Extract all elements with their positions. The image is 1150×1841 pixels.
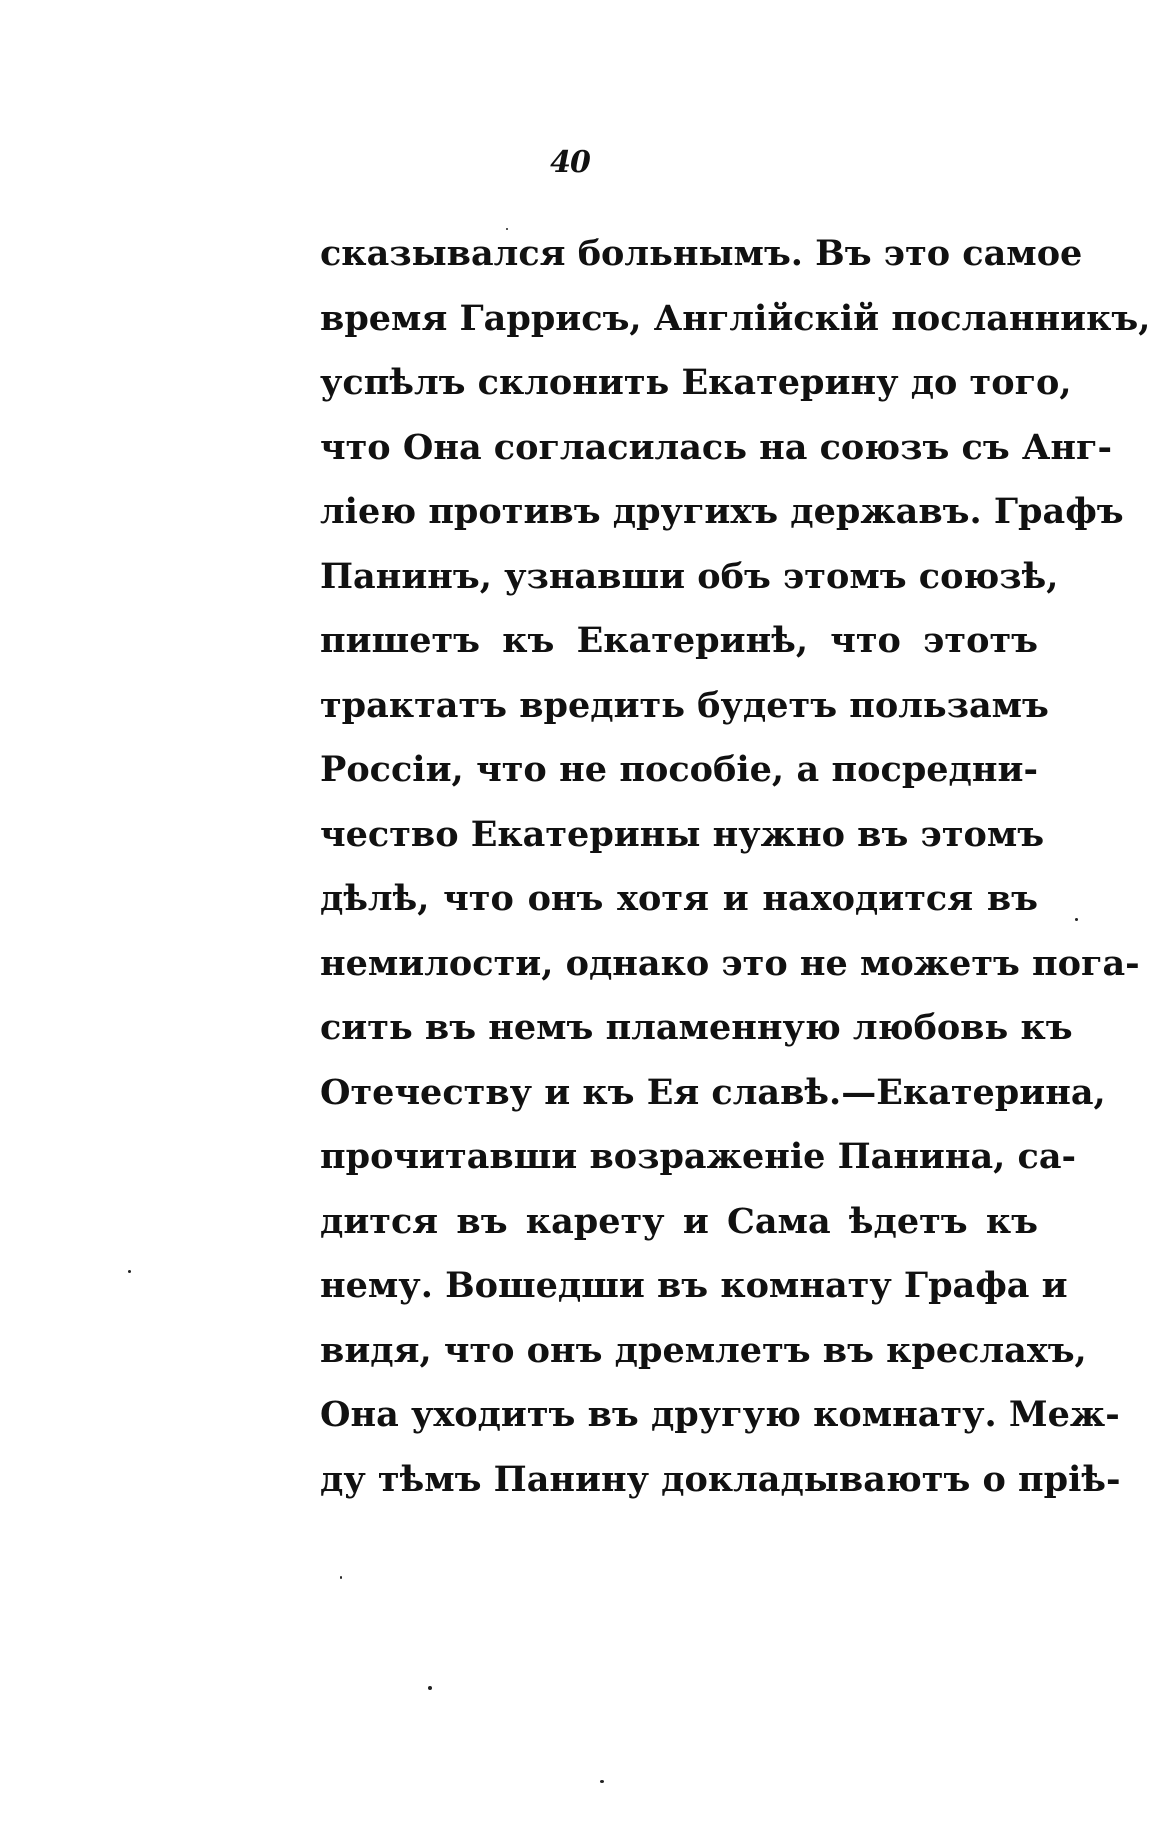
text-line: пишетъ къ Екатеринѣ, что этотъ [320, 620, 1038, 661]
scan-speck [428, 1686, 432, 1690]
text-line: сказывался больнымъ. Въ это самое [320, 233, 1083, 274]
text-line: немилости, однако это не можетъ пога- [320, 942, 1140, 984]
text-line: чество Екатерины нужно въ этомъ [320, 813, 1045, 855]
text-line: дѣлѣ, что онъ хотя и находится въ [320, 878, 1038, 919]
scan-speck [506, 228, 508, 230]
scan-speck [600, 1780, 604, 1783]
page-number: 40 [550, 145, 590, 180]
text-line: ду тѣмъ Панину докладываютъ о пріѣ- [320, 1458, 1121, 1500]
text-line: Она уходитъ въ другую комнату. Меж- [320, 1394, 1120, 1435]
text-line: Отечеству и къ Ея славѣ.—Екатерина, [320, 1071, 1106, 1113]
text-line: успѣлъ склонить Екатерину до того, [320, 362, 1072, 403]
scan-speck [1075, 918, 1078, 921]
text-line: нему. Вошедши въ комнату Графа и [320, 1265, 1068, 1306]
text-line: сить въ немъ пламенную любовь къ [320, 1007, 1073, 1048]
text-line: дится въ карету и Сама ѣдетъ къ [320, 1200, 1038, 1242]
text-line: видя, что онъ дремлетъ въ креслахъ, [320, 1329, 1087, 1371]
text-line: что Она согласилась на союзъ съ Анг- [320, 426, 1112, 468]
scan-speck [340, 1576, 342, 1579]
scan-speck [128, 1270, 131, 1273]
text-line: ліею противъ другихъ державъ. Графъ [320, 491, 1124, 532]
text-line: прочитавши возраженіе Панина, са- [320, 1136, 1077, 1177]
body-text [320, 222, 1150, 1512]
text-line: Россіи, что не пособіе, а посредни- [320, 749, 1038, 790]
text-line: Панинъ, узнавши объ этомъ союзѣ, [320, 555, 1059, 597]
text-line: трактатъ вредить будетъ пользамъ [320, 684, 1049, 726]
text-line: время Гаррисъ, Англійскій посланникъ, [320, 297, 1150, 339]
